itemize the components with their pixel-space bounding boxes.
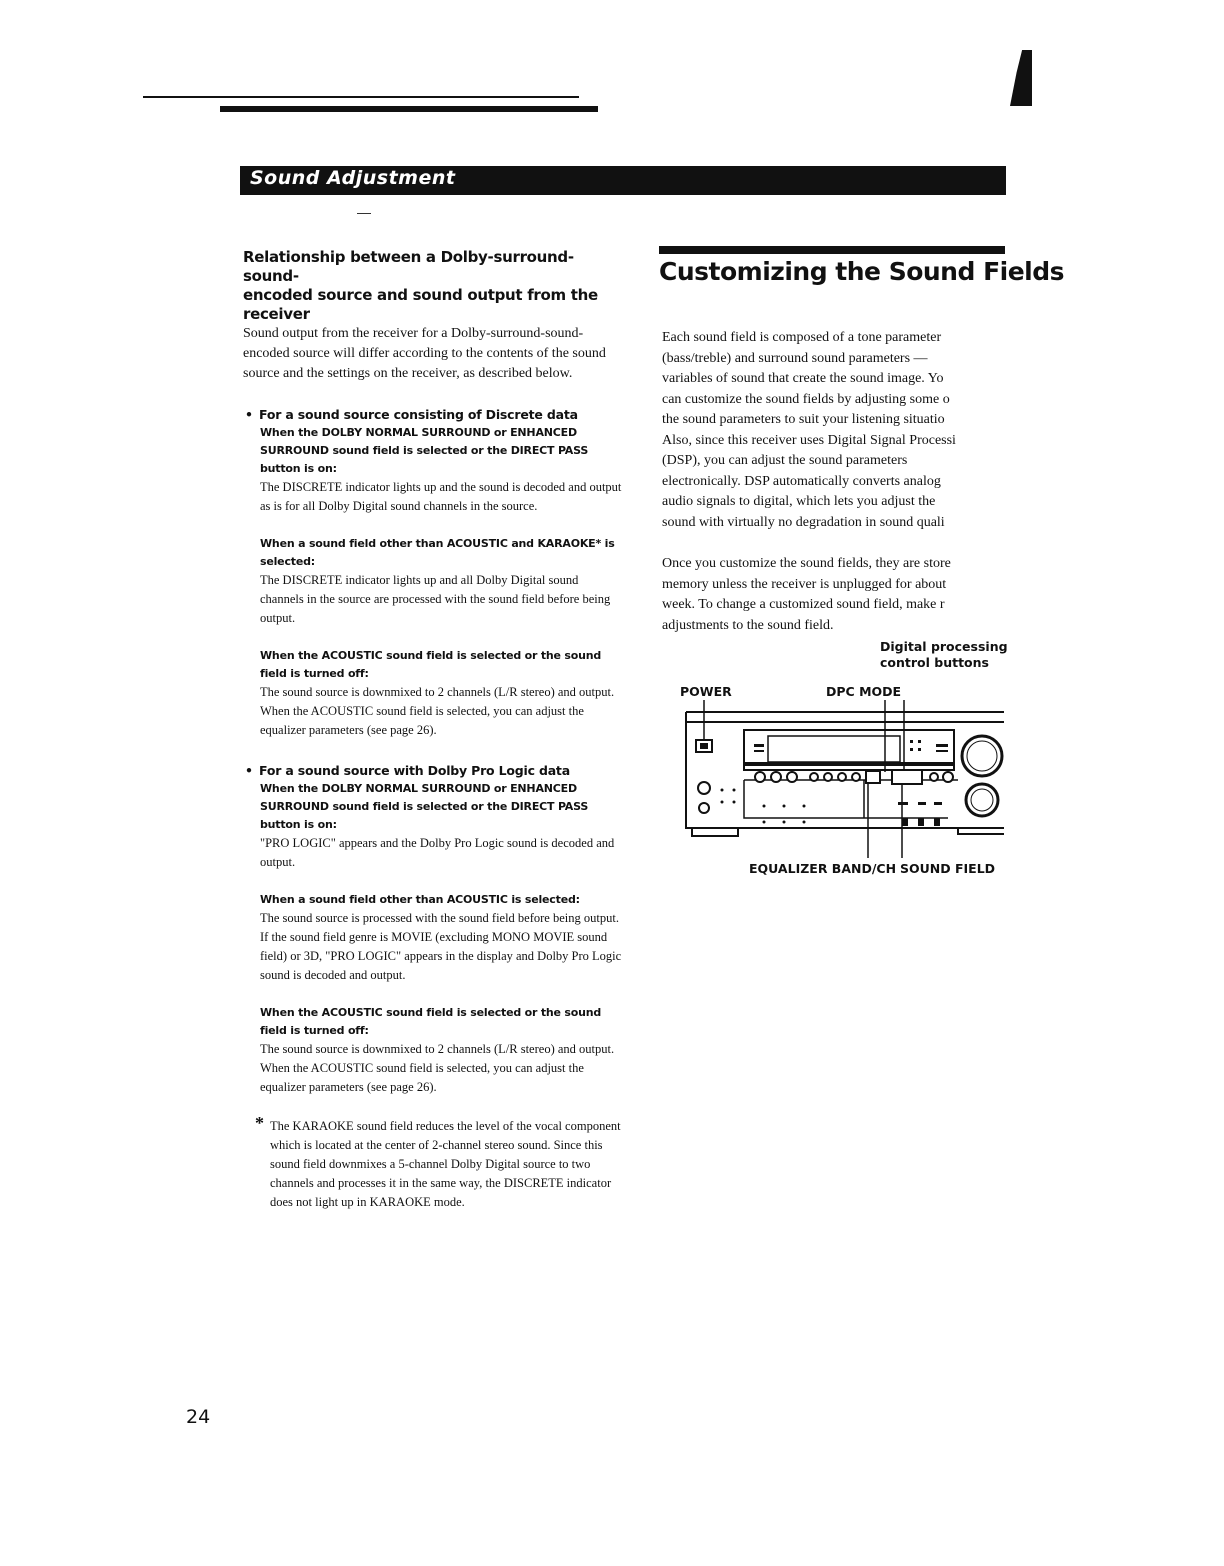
page-title: Customizing the Sound Fields (659, 257, 1065, 286)
paragraph-line: variables of sound that create the sound image. Yo (662, 371, 944, 386)
header-rule-thin (143, 96, 579, 98)
bullet-discrete-heading: • For a sound source consisting of Discrete data (243, 406, 623, 424)
intro-paragraph: Sound output from the receiver for a Dolby-surround-sound-encoded source will differ according to the contents of the sound source and the settings on the receiver, as described below. (243, 326, 606, 381)
paragraph-line: memory unless the receiver is unplugged for about (662, 576, 947, 592)
right-column (662, 328, 1008, 636)
discrete-block (243, 424, 623, 740)
volume-knob-icon (962, 736, 1002, 776)
condition-text: The sound source is downmixed to 2 channels (L/R stereo) and output. When the ACOUSTIC sound field is selected, you can adjust the equalizer parameters (see page 26). (260, 1042, 615, 1094)
paragraph-line: (bass/treble) and surround sound parameters — (662, 350, 928, 366)
corner-tab-mark (1010, 50, 1032, 106)
paragraph-line: adjustments to the sound field. (662, 617, 834, 633)
left-column (243, 248, 623, 1212)
sound-field-label: SOUND FIELD (900, 861, 996, 876)
section-title: Sound Adjustment (250, 167, 456, 189)
paragraph-line: Also, since this receiver uses Digital Signal Processi (662, 432, 956, 448)
karaoke-footnote (243, 1113, 623, 1212)
paragraph-line: can customize the sound fields by adjusting some o (662, 391, 950, 407)
equalizer-label: EQUALIZER BAND/CH (749, 861, 897, 876)
condition-text: The sound source is downmixed to 2 channels (L/R stereo) and output. When the ACOUSTIC sound field is selected, you can adjust the equalizer parameters (see page 26). (260, 685, 615, 737)
condition-text: "PRO LOGIC" appears and the Dolby Pro Logic sound is decoded and output. (260, 836, 615, 869)
receiver-front-panel-illustration (678, 700, 1006, 860)
digital-processing-label: Digital processing control buttons (880, 639, 1008, 670)
relationship-heading: Relationship between a Dolby-surround-sound- encoded source and sound output from the receiver (243, 248, 598, 323)
condition-heading: When the ACOUSTIC sound field is selected or the sound field is turned off: (260, 649, 602, 680)
paragraph-line: the sound parameters to suit your listening situatio (662, 412, 945, 427)
dpc-mode-label: DPC MODE (826, 684, 902, 699)
condition-text: The DISCRETE indicator lights up and all Dolby Digital sound channels in the source are processed with the sound field before being output. (260, 573, 611, 625)
paragraph-line: electronically. DSP automatically converts analog (662, 473, 941, 489)
condition-heading: When the ACOUSTIC sound field is selected or the sound field is turned off: (260, 1006, 602, 1037)
paragraph-line: week. To change a customized sound field, make r (662, 597, 945, 612)
footnote-text: The KARAOKE sound field reduces the level of the vocal component which is located at the center of 2-channel stereo sound. Since this sound field downmixes a 5-channel Dolby Digital source to two channels and processes it in the same way, the DISCRETE indicator does not light up in KARAOKE mode. (270, 1119, 621, 1209)
paragraph-line: Once you customize the sound fields, they are store (662, 556, 951, 571)
power-label: POWER (680, 684, 732, 699)
header-rule-thick (220, 106, 598, 112)
prologic-block (243, 780, 623, 1097)
footnote-asterisk: * (255, 1113, 264, 1133)
section-banner (240, 166, 1006, 195)
condition-text: The sound source is processed with the sound field before being output. If the sound field genre is MOVIE (excluding MONO MOVIE sound field) or 3D, "PRO LOGIC" appears in the display and Dolby Pro Logic sound is decoded and output. (260, 911, 622, 982)
page-number: 24 (186, 1406, 211, 1428)
paragraph-line: Each sound field is composed of a tone parameter (662, 330, 942, 345)
bullet-prologic-heading: • For a sound source with Dolby Pro Logic data (243, 762, 623, 780)
condition-text: The DISCRETE indicator lights up and the sound is decoded and output as is for all Dolby Digital sound channels in the source. (260, 480, 622, 513)
condition-heading: When the DOLBY NORMAL SURROUND or ENHANCED SURROUND sound field is selected or the DIRECT PASS button is on: (260, 782, 589, 831)
paragraph-line: audio signals to digital, which lets you adjust the (662, 494, 936, 509)
condition-heading: When a sound field other than ACOUSTIC and KARAOKE* is selected: (260, 537, 615, 568)
paragraph-line: (DSP), you can adjust the sound parameters (662, 453, 908, 468)
title-rule (659, 246, 1005, 254)
paragraph-line: sound with virtually no degradation in sound quali (662, 514, 945, 530)
condition-heading: When a sound field other than ACOUSTIC is selected: (260, 893, 580, 906)
divider-dash (357, 213, 371, 214)
condition-heading: When the DOLBY NORMAL SURROUND or ENHANCED SURROUND sound field is selected or the DIRECT PASS button is on: (260, 426, 589, 475)
